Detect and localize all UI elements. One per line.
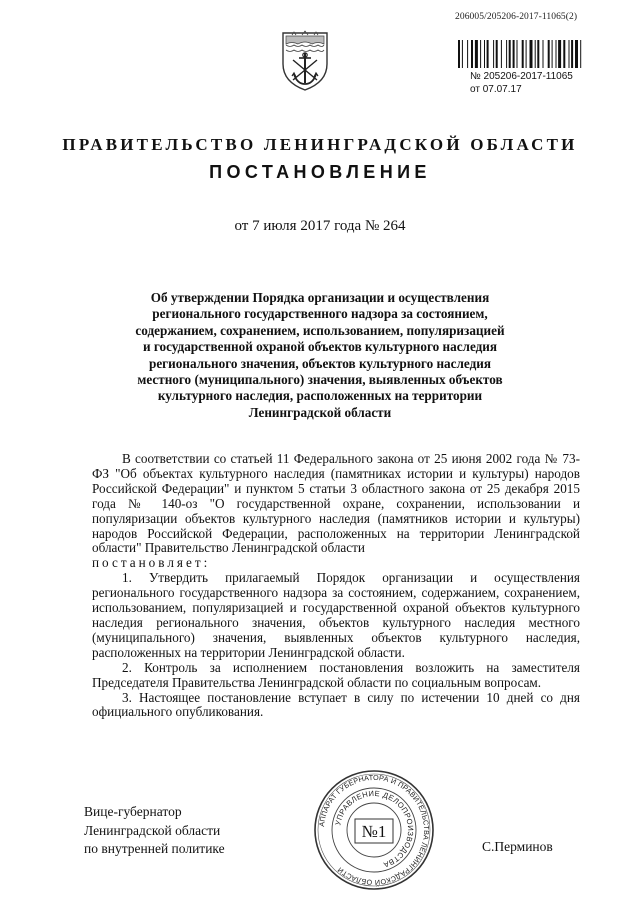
signatory-position: [84, 803, 225, 859]
leningrad-oblast-coat-of-arms-icon: [280, 30, 330, 92]
preamble-text: В соответствии со статьей 11 Федерального закона от 25 июня 2002 года № 73-ФЗ "Об объектах культурного наследия (памятниках истории и культуры) народов Российской Федерации" и пунктом 5 статьи 3 областного закона от 25 декабря 2015 года № 140-оз "О государственной охране, сохранении, использовании и популяризации объектов культурного наследия (памятников истории и культуры) народов Российской Федерации, расположенных на территории Ленинградской области" Правительство Ленинградской области: [92, 451, 580, 556]
signatory-title-line-1: Вице-губернатор: [84, 804, 182, 819]
document-date-number: от 7 июля 2017 года № 264: [234, 218, 406, 234]
seal-ring-text: АППАРАТ ГУБЕРНАТОРА И ПРАВИТЕЛЬСТВА ЛЕНИНГРАДСКОЙ ОБЛАСТИ: [317, 772, 432, 888]
barcode-bar: [548, 40, 550, 68]
barcode-bar: [530, 40, 533, 68]
barcode-bar: [509, 40, 511, 68]
barcode-bar: [558, 40, 561, 68]
barcode-bar: [526, 40, 527, 68]
barcode-bar: [543, 40, 544, 68]
registration-number: № 205206-2017-11065: [470, 71, 573, 82]
barcode-bar: [471, 40, 473, 68]
resolves-paragraph: [92, 556, 580, 571]
barcode-bar: [556, 40, 557, 68]
barcode-bar: [484, 40, 485, 68]
barcode-bar: [496, 40, 498, 68]
signatory-name: С.Перминов: [482, 839, 553, 854]
barcode-bar: [480, 40, 481, 68]
barcode-bar: [458, 40, 460, 68]
seal-number: №1: [361, 822, 387, 841]
document-body: [92, 452, 580, 720]
barcode-bar: [522, 40, 524, 68]
official-seal-icon: [312, 768, 436, 892]
barcode-bar: [493, 40, 494, 68]
barcode-bar: [571, 40, 573, 68]
barcode-bar: [487, 40, 489, 68]
barcode-bar: [506, 40, 507, 68]
resolves-word: постановляет:: [92, 555, 211, 571]
barcode-bar: [537, 40, 539, 68]
item-2-paragraph: 2. Контроль за исполнением постановления возложить на заместителя Председателя Правительства Ленинградской области по социальным вопросам.: [92, 659, 580, 690]
barcode-bar: [580, 40, 581, 68]
document-reference-code: 206005/205206-2017-11065(2): [455, 12, 578, 22]
seal-inner-text: УПРАВЛЕНИЕ ДЕЛОПРОИЗВОДСТВА: [333, 788, 416, 870]
signatory-title-line-3: по внутренней политике: [84, 841, 225, 856]
item-3-paragraph: 3. Настоящее постановление вступает в силу по истечении 10 дней со дня официального опубликования.: [92, 689, 580, 720]
barcode-bar: [569, 40, 570, 68]
document-type-heading: ПОСТАНОВЛЕНИЕ: [209, 162, 431, 182]
document-subject: Об утверждении Порядка организации и осуществления регионального государственного надзора за состоянием, содержанием, сохранением, использованием, популяризацией и государственной охраной объектов культурного наследия регионального значения, объектов культурного наследия местного (муниципального) значения, выявленных объектов культурного наследия, расположенных на территории Ленинградской области: [135, 290, 505, 420]
government-title: ПРАВИТЕЛЬСТВО ЛЕНИНГРАДСКОЙ ОБЛАСТИ: [62, 135, 578, 154]
barcode-bar: [575, 40, 578, 68]
preamble-paragraph: [92, 452, 580, 556]
barcode-bar: [467, 40, 468, 68]
barcode-bar: [475, 40, 478, 68]
registration-date: от 07.07.17: [470, 84, 522, 95]
barcode-bar: [517, 40, 518, 68]
barcode-bar: [501, 40, 502, 68]
barcode-bar: [535, 40, 536, 68]
signatory-title-line-2: Ленинградской области: [84, 822, 221, 838]
barcode-bar: [563, 40, 565, 68]
barcode-icon: [458, 40, 614, 68]
barcode-bar: [513, 40, 515, 68]
barcode-bar: [552, 40, 553, 68]
barcode-bar: [462, 40, 463, 68]
item-1-paragraph: 1. Утвердить прилагаемый Порядок организации и осуществления регионального государственного надзора за состоянием, содержанием, сохранением, использованием, популяризацией и государственной охраной объектов культурного наследия регионального значения, объектов культурного наследия местного (муниципального) значения, выявленных объектов культурного наследия, расположенных на территории Ленинградской области.: [92, 570, 580, 660]
